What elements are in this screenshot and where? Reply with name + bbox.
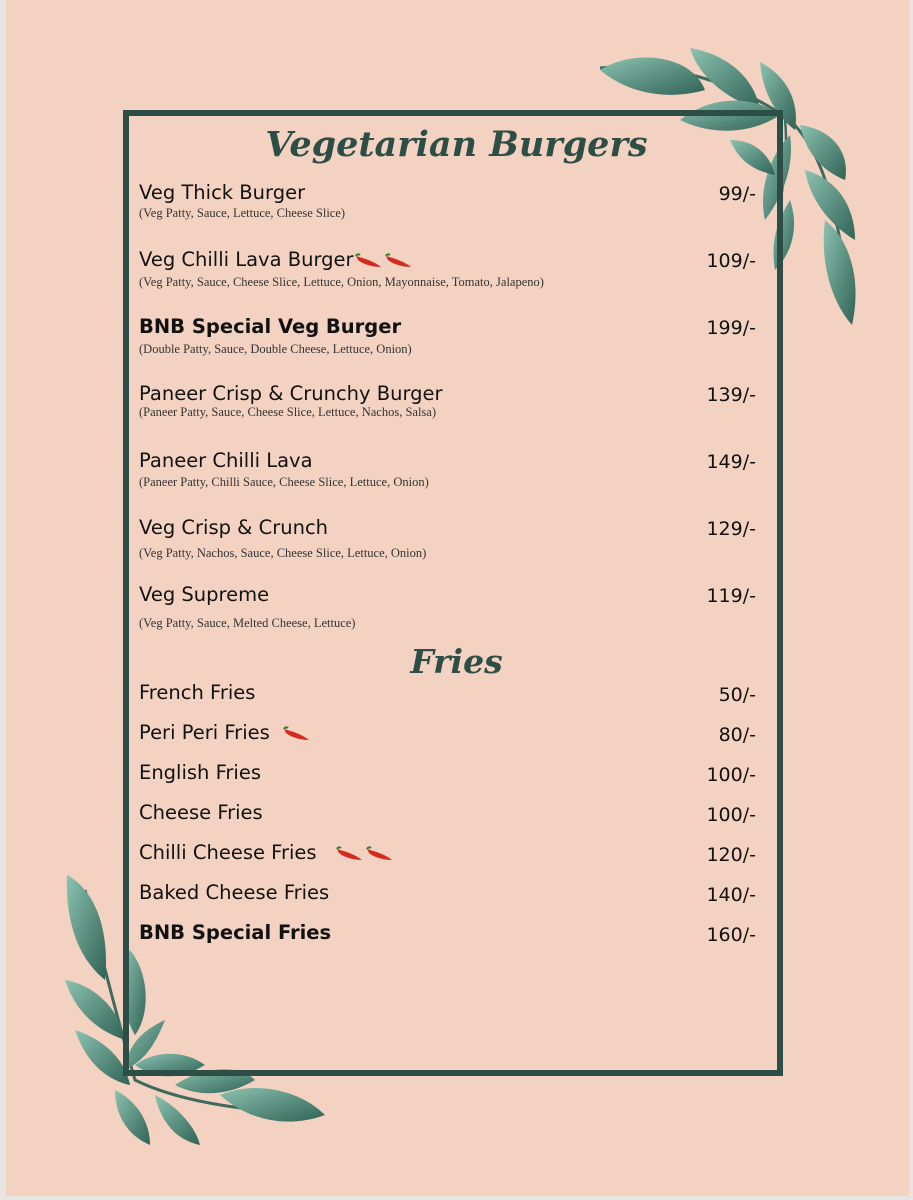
menu-item-name: Veg Thick Burger [139, 181, 306, 204]
menu-item-price: 100/- [706, 804, 756, 826]
menu-item-price: 140/- [706, 884, 756, 906]
menu-item-price: 50/- [718, 684, 756, 706]
menu-item-desc: (Veg Patty, Sauce, Melted Cheese, Lettuce) [139, 616, 356, 630]
menu-item-price: 149/- [706, 451, 756, 473]
menu-item-price: 119/- [706, 585, 756, 607]
menu-item-price: 129/- [706, 518, 756, 540]
menu-item-name [139, 721, 312, 744]
menu-item-price: 139/- [706, 384, 756, 406]
menu-item-desc: (Double Patty, Sauce, Double Cheese, Lettuce, Onion) [139, 342, 412, 356]
menu-item-name: BNB Special Veg Burger [139, 315, 402, 338]
chili-pepper-icon [365, 845, 395, 863]
chili-pepper-icon [335, 845, 365, 863]
menu-item-name: French Fries [139, 681, 256, 704]
section-title-fries: Fries [410, 642, 503, 681]
menu-item-price: 120/- [706, 844, 756, 866]
menu-item-desc: (Paneer Patty, Sauce, Cheese Slice, Lettuce, Nachos, Salsa) [139, 405, 437, 419]
menu-item-price: 100/- [706, 764, 756, 786]
menu-item-name-text: Veg Chilli Lava Burger [139, 248, 354, 271]
menu-item-price: 80/- [718, 724, 756, 746]
menu-item-name: Veg Crisp & Crunch [139, 516, 329, 539]
chili-pepper-icon [384, 252, 414, 270]
menu-item-price: 99/- [718, 183, 756, 205]
menu-item-price: 160/- [706, 924, 756, 946]
menu-item-name: Baked Cheese Fries [139, 881, 330, 904]
menu-item-name: English Fries [139, 761, 261, 784]
menu-item-desc: (Veg Patty, Sauce, Cheese Slice, Lettuce, Onion, Mayonnaise, Tomato, Jalapeno) [139, 275, 544, 289]
menu-item-name [139, 841, 395, 864]
menu-item-desc: (Paneer Patty, Chilli Sauce, Cheese Slice, Lettuce, Onion) [139, 475, 429, 489]
menu-item-name: Cheese Fries [139, 801, 263, 824]
menu-item-name-text: Peri Peri Fries [139, 721, 270, 744]
menu-item-name-text: Chilli Cheese Fries [139, 841, 317, 864]
chili-pepper-icon [354, 252, 384, 270]
menu-item-desc: (Veg Patty, Nachos, Sauce, Cheese Slice, Lettuce, Onion) [139, 546, 427, 560]
menu-item-name: BNB Special Fries [139, 921, 332, 944]
menu-item-desc: (Veg Patty, Sauce, Lettuce, Cheese Slice) [139, 206, 346, 220]
menu-item-price: 199/- [706, 317, 756, 339]
menu-item-name: Paneer Chilli Lava [139, 449, 313, 472]
menu-item-price: 109/- [706, 250, 756, 272]
chili-pepper-icon [282, 725, 312, 743]
menu-item-name: Paneer Crisp & Crunchy Burger [139, 382, 443, 405]
menu-item-name [139, 248, 414, 271]
menu-item-name: Veg Supreme [139, 583, 270, 606]
section-title-burgers: Vegetarian Burgers [265, 124, 648, 165]
